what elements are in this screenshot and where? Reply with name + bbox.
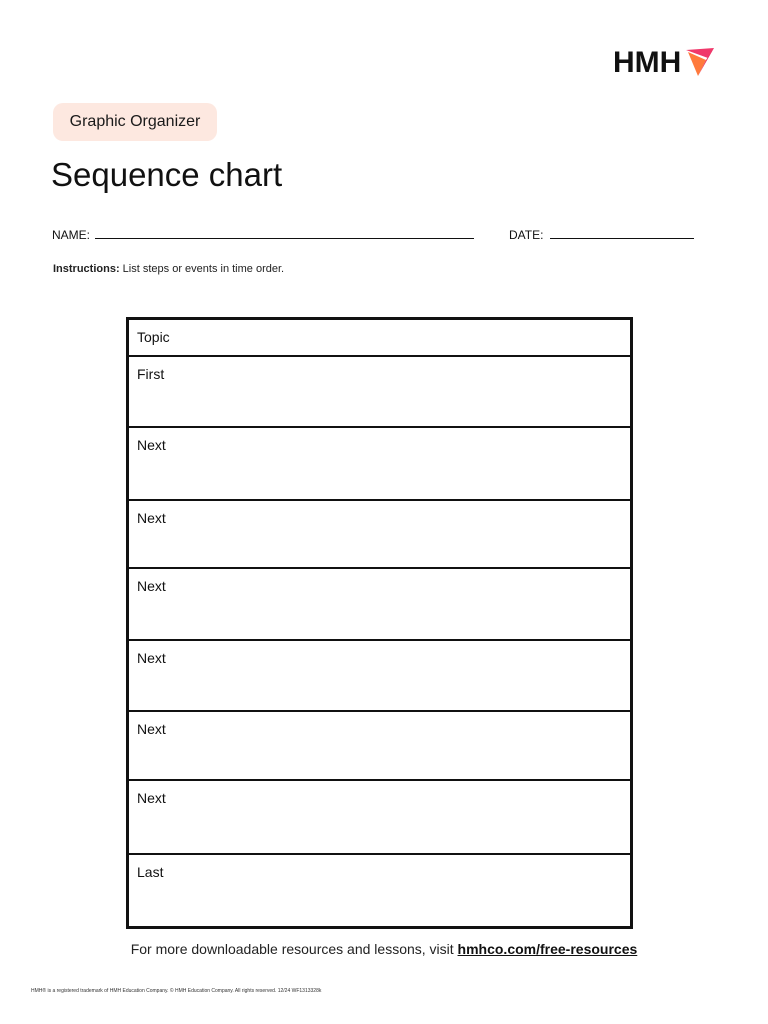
- row-label: Next: [137, 721, 166, 737]
- footer-text: For more downloadable resources and lessons, visit: [130, 941, 458, 957]
- graphic-organizer-badge: Graphic Organizer: [53, 103, 217, 141]
- logo-text: HMH: [613, 46, 682, 79]
- row-label: First: [137, 366, 165, 382]
- chart-row-next-3[interactable]: [129, 567, 630, 639]
- row-label: Last: [137, 864, 164, 880]
- instructions: [53, 263, 284, 275]
- footer-resources: [0, 941, 768, 957]
- row-label: Topic: [137, 329, 170, 345]
- chart-row-first[interactable]: [129, 355, 630, 426]
- chart-row-next-2[interactable]: [129, 499, 630, 567]
- instructions-label: Instructions:: [53, 263, 120, 275]
- chart-row-topic[interactable]: [129, 320, 630, 355]
- sequence-chart: [126, 317, 633, 929]
- date-label: DATE:: [509, 228, 544, 242]
- date-input-line[interactable]: [550, 238, 694, 239]
- row-label: Next: [137, 578, 166, 594]
- page-title: Sequence chart: [51, 156, 283, 193]
- chart-row-last[interactable]: [129, 853, 630, 926]
- row-label: Next: [137, 437, 166, 453]
- chart-row-next-4[interactable]: [129, 639, 630, 710]
- hmh-brand-mark-icon: [684, 46, 716, 80]
- legal-notice: HMH® is a registered trademark of HMH Education Company. © HMH Education Company. All rights reserved. 12/24 WF1313328k: [31, 988, 322, 994]
- row-label: Next: [137, 510, 166, 526]
- free-resources-link[interactable]: hmhco.com/free-resources: [457, 941, 638, 957]
- name-label: NAME:: [52, 228, 91, 242]
- chart-row-next-5[interactable]: [129, 710, 630, 779]
- row-label: Next: [137, 650, 166, 666]
- hmh-logo: [613, 46, 716, 80]
- chart-row-next-6[interactable]: [129, 779, 630, 853]
- chart-row-next-1[interactable]: [129, 426, 630, 499]
- row-label: Next: [137, 790, 166, 806]
- name-input-line[interactable]: [95, 238, 474, 239]
- instructions-text: List steps or events in time order.: [119, 263, 285, 275]
